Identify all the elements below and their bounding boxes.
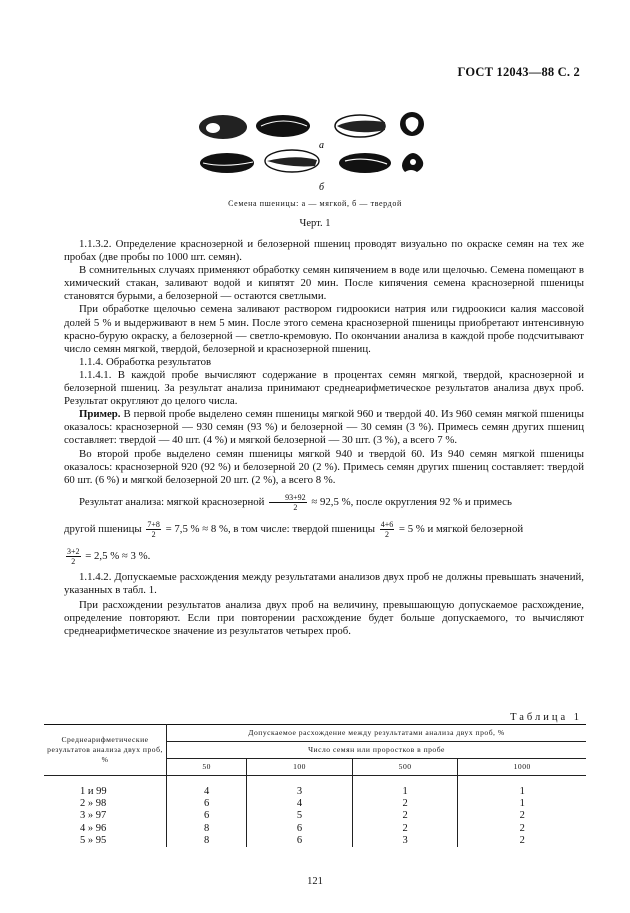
paragraph-1-1-4-1: 1.1.4.1. В каждой пробе вычисляют содержание в процентах семян мягкой, твердой, краснозерной и белозерной пшениц. За результат анализа принимают среднеарифметическое результатов анализа двух проб. Результат округляют до целого числа. — [64, 368, 584, 408]
calc3-post: = 2,5 % ≈ 3 %. — [85, 549, 151, 562]
example-text: В первой пробе выделено семян пшеницы мягкой 960 и твердой 40. Из 960 семян мягкой пшеницы оказалось: краснозерной — 930 семян (93 %) и белозерной — 30 семян (3 %). Примесь семян других пшениц составляет: твердой — 40 шт. (4 %) и мягкой белозерной — 30 шт. (3 %), а всего 7 %. — [64, 408, 584, 447]
calc2-denominator-2: 2 — [384, 529, 389, 539]
seed-hard-cross-section — [402, 153, 423, 172]
cell: 5 — [247, 810, 353, 822]
group-header: Допускаемое расхождение между результатами анализа двух проб, % — [167, 725, 587, 742]
sub-header: Число семян или проростков в пробе — [167, 742, 587, 759]
paragraph-1-1-4: 1.1.4. Обработка результатов — [79, 355, 212, 368]
calc2-numerator-2: 4+6 — [380, 519, 394, 529]
calc1-pre: Результат анализа: мягкой краснозерной — [79, 495, 265, 508]
paragraph-second-sample: Во второй пробе выделено семян пшеницы мягкой 940 и твердой 60. Из 940 семян мягкой пшеницы оказалось: краснозерной 920 (92 %) и белозерной 20 (2 %). Примесь семян других пшениц составляет: твердой 60 шт. (6 %) и мягкой белозерной 20 шт. (2 %), а всего 8 %. — [64, 447, 584, 486]
calc2-numerator: 7+8 — [147, 519, 160, 529]
wheat-seeds-figure — [195, 108, 435, 198]
cell: 6 — [167, 798, 247, 810]
seed-soft-3 — [335, 115, 385, 137]
table-row — [44, 798, 586, 810]
cell: 2 — [352, 798, 458, 810]
cell: 2 — [352, 823, 458, 835]
seed-hard-3 — [339, 153, 391, 173]
figure-number: Черт. 1 — [299, 218, 331, 229]
cell: 1 — [352, 776, 458, 799]
calc1-post: ≈ 92,5 %, после округления 92 % и примесь — [311, 495, 512, 508]
cell: 2 — [458, 835, 586, 847]
calc1-fraction — [269, 493, 307, 512]
col-header-1000: 1000 — [458, 759, 586, 776]
paragraph-alkali: При обработке щелочью семена заливают раствором гидроокиси натрия или гидроокиси калия массовой долей 5 % и выдерживают в нем 5 мин. После этого семена краснозерной пшеницы приобретают интенсивную красно-бурую окраску, а белозерной — светло-кремовую. По окончании анализа в каждой пробе подсчитывают число семян мягкой, твердой, белозерной и краснозерной пшениц. — [64, 303, 584, 355]
col0-header: Среднеарифметические результатов анализа двух проб, % — [44, 725, 167, 776]
cell: 6 — [167, 810, 247, 822]
row-label: 4 » 96 — [44, 823, 167, 835]
cell: 2 — [458, 823, 586, 835]
example-label: Пример. — [79, 408, 121, 421]
calc2-mid: = 7,5 % ≈ 8 %, в том числе: твердой пшеницы — [165, 522, 375, 535]
cell: 4 — [167, 776, 247, 799]
paragraph-example — [64, 408, 584, 447]
cell: 8 — [167, 835, 247, 847]
paragraph-repeat: При расхождении результатов анализа двух проб на величину, превышающую допускаемое расхождение, определение повторяют. Если при повторении расхождение будет больше допускаемого, то вычисляют среднеарифметическое значение из результатов четырех проб. — [64, 598, 584, 638]
row-label: 5 » 95 — [44, 835, 167, 847]
calc-line-1 — [64, 493, 584, 512]
seed-hard-1 — [200, 153, 254, 173]
calc3-numerator: 3+2 — [67, 546, 80, 556]
paragraph-1-1-4-2: 1.1.4.2. Допускаемые расхождения между результатами анализов двух проб не должны превышать значений, указанных в табл. 1. — [64, 570, 584, 596]
cell: 2 — [458, 810, 586, 822]
cell: 3 — [247, 776, 353, 799]
cell: 6 — [247, 835, 353, 847]
cell: 8 — [167, 823, 247, 835]
table-title: Таблица 1 — [510, 712, 582, 723]
seed-soft-cross-section — [400, 112, 424, 136]
cell: 3 — [352, 835, 458, 847]
page-number: 121 — [307, 876, 323, 887]
cell: 1 — [458, 798, 586, 810]
table-row — [44, 810, 586, 822]
col-header-100: 100 — [247, 759, 353, 776]
calc3-denominator: 2 — [71, 556, 76, 566]
seed-hard-2 — [265, 150, 319, 172]
calc-line-3 — [64, 547, 584, 566]
table-row — [44, 823, 586, 835]
col-header-50: 50 — [167, 759, 247, 776]
row-label: 2 » 98 — [44, 798, 167, 810]
calc1-denominator: 2 — [293, 502, 298, 512]
figure-label-b: б — [319, 182, 325, 193]
row-label: 3 » 97 — [44, 810, 167, 822]
paragraph-1-1-3-2: 1.1.3.2. Определение краснозерной и белозерной пшениц проводят визуально по окраске семян на тех же пробах (две пробы по 1000 шт. семян). — [64, 238, 584, 264]
cell: 6 — [247, 823, 353, 835]
figure-caption: Семена пшеницы: а — мягкой, б — твердой — [228, 199, 402, 208]
seed-soft-2 — [256, 115, 310, 137]
seed-soft-1 — [199, 115, 247, 139]
calc2-fraction-2 — [380, 520, 395, 539]
cell: 1 — [458, 776, 586, 799]
calc2-fraction — [146, 520, 161, 539]
calc2-denominator: 2 — [151, 529, 156, 539]
document-header: ГОСТ 12043—88 С. 2 — [457, 65, 580, 79]
row-label: 1 и 99 — [44, 776, 167, 799]
table-row — [44, 776, 586, 799]
calc1-numerator: 93+92 — [269, 493, 307, 503]
figure-label-a: а — [319, 140, 324, 151]
tolerance-table — [44, 724, 586, 847]
calc2-post: = 5 % и мягкой белозерной — [398, 522, 524, 535]
body-text — [64, 238, 584, 638]
calc3-fraction — [66, 547, 81, 566]
paragraph-boiling: В сомнительных случаях применяют обработку семян кипячением в воде или щелочью. Семена помещают в химический стакан, заливают водой и кипятят 20 мин. После кипячения семена краснозерной пшеницы становятся бурыми, а белозерной — остаются светлыми. — [64, 264, 584, 303]
table-row — [44, 835, 586, 847]
cell: 2 — [352, 810, 458, 822]
calc2-pre: другой пшеницы — [64, 522, 142, 535]
calc-line-2 — [64, 520, 584, 539]
cell: 4 — [247, 798, 353, 810]
col-header-500: 500 — [352, 759, 458, 776]
